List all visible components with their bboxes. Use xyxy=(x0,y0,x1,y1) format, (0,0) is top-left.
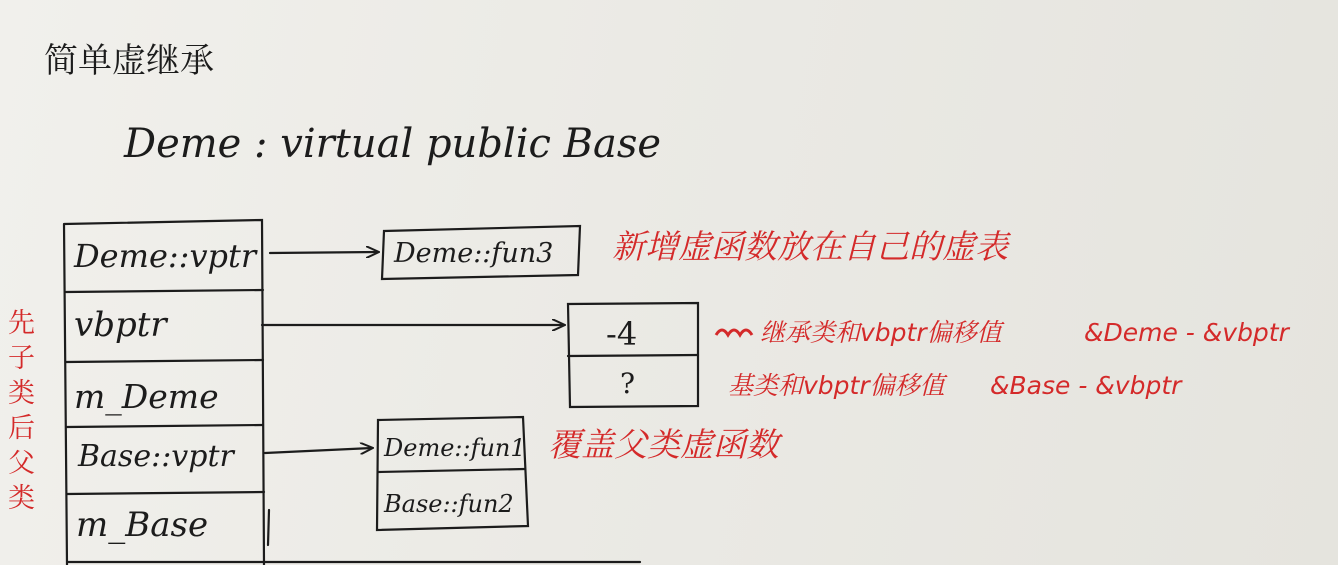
side-note-char: 先 xyxy=(8,308,35,339)
row-divider-1 xyxy=(66,290,263,292)
vbtable-formula-2: &Base - &vbptr xyxy=(990,371,1182,400)
own-vtable-note: 新增虚函数放在自己的虚表 xyxy=(612,227,1008,266)
layout-row-deme-vptr: Deme::vptr xyxy=(74,237,257,275)
base-vtable-entry-1: Deme::fun1 xyxy=(384,434,526,462)
layout-row-m-deme: m_Deme xyxy=(74,377,219,416)
vbtable-formula-1: &Deme - &vbptr xyxy=(1084,318,1289,347)
vbtable-note-1: 继承类和vbptr偏移值 xyxy=(760,318,1002,347)
row-divider-3 xyxy=(67,425,263,427)
vbtable-entry-offset: -4 xyxy=(606,315,638,353)
side-note-char: 父 xyxy=(8,448,35,479)
row-divider-4 xyxy=(67,492,264,494)
vbtable-divider xyxy=(568,355,698,356)
row-divider-2 xyxy=(66,360,263,362)
side-note-char: 类 xyxy=(8,483,35,514)
layout-row-vbptr: vbptr xyxy=(74,305,167,345)
base-vtable-note: 覆盖父类虚函数 xyxy=(548,425,779,464)
side-note-char: 后 xyxy=(8,413,35,444)
row-tail-mark xyxy=(268,510,269,545)
side-note xyxy=(8,310,48,520)
red-scribble-mark xyxy=(716,330,752,335)
class-declaration: Deme : virtual public Base xyxy=(124,121,662,167)
layout-row-base-vptr: Base::vptr xyxy=(78,439,234,474)
own-vtable-entry: Deme::fun3 xyxy=(394,238,554,269)
side-note-char: 类 xyxy=(8,378,35,409)
base-vtable-divider xyxy=(378,469,525,472)
heading: 简单虚继承 xyxy=(44,41,214,81)
vbtable-note-2: 基类和vbptr偏移值 xyxy=(728,371,945,400)
arrow-to-own-vtable xyxy=(270,252,378,253)
vbtable-entry-unknown: ? xyxy=(620,367,636,400)
side-note-char: 子 xyxy=(8,343,35,374)
base-vtable-entry-2: Base::fun2 xyxy=(384,490,514,518)
arrow-to-base-vtable xyxy=(265,448,372,453)
layout-row-m-base: m_Base xyxy=(76,505,209,545)
